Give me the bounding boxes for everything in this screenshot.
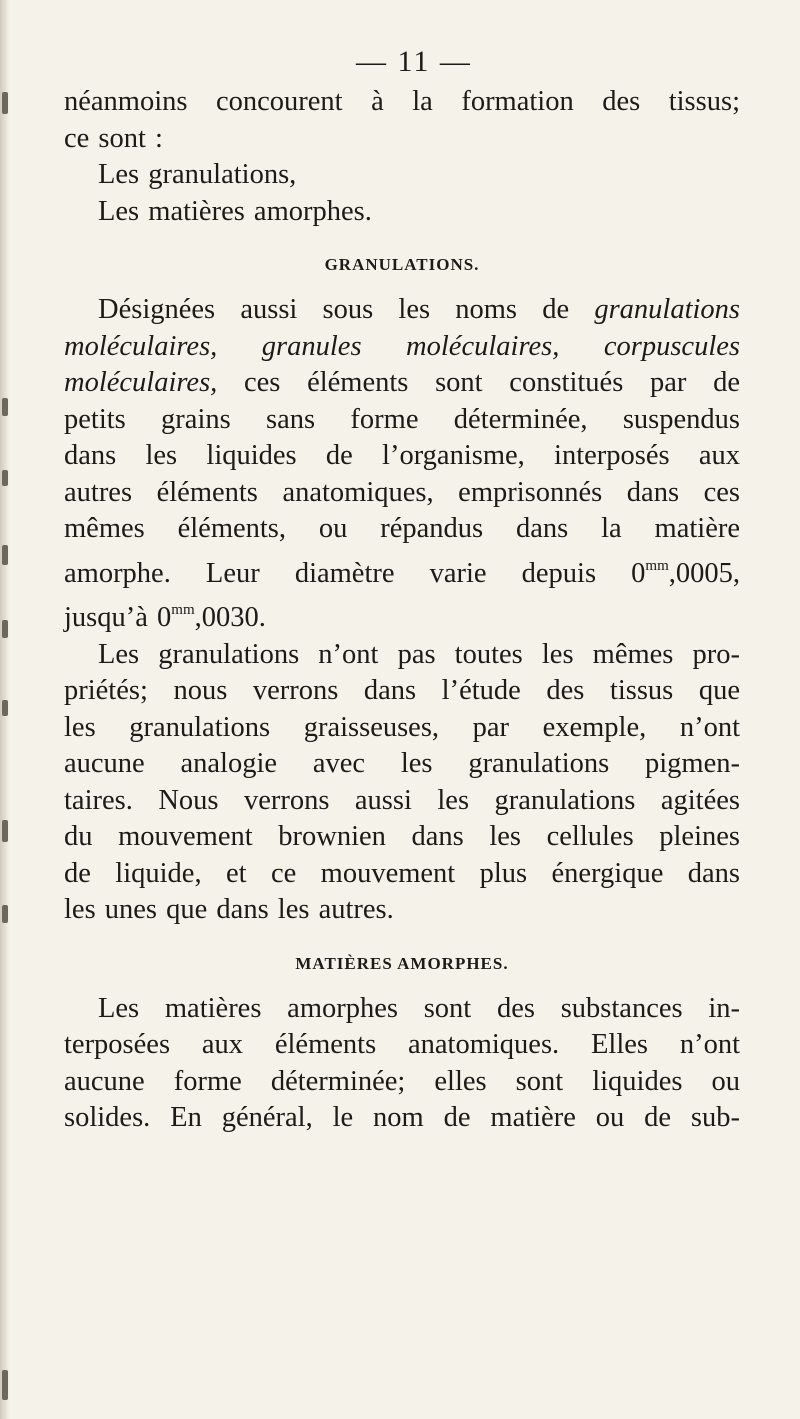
paragraph bbox=[64, 637, 740, 929]
spine-mark bbox=[2, 905, 8, 923]
spine-mark bbox=[2, 470, 8, 486]
spine-mark bbox=[2, 700, 8, 716]
unit-superscript: mm bbox=[171, 602, 195, 618]
section-heading-matieres-amorphes: MATIÈRES AMORPHES. bbox=[295, 953, 509, 973]
text-line: aucune analogie avec les granulations pigmen- bbox=[64, 748, 740, 779]
section-heading-granulations: GRANULATIONS. bbox=[324, 255, 480, 274]
text-run: jusqu’à 0 bbox=[64, 602, 172, 633]
text-line: mêmes éléments, ou répandus dans la matière bbox=[64, 513, 740, 544]
page-number: — 11 — bbox=[356, 45, 472, 78]
list-item: Les granulations, bbox=[98, 159, 297, 190]
intro-block bbox=[64, 84, 740, 230]
spine-mark bbox=[2, 545, 8, 565]
spine-mark bbox=[2, 620, 8, 638]
text-line: solides. En général, le nom de matière ou de sub- bbox=[64, 1102, 740, 1133]
spine-mark bbox=[2, 1370, 8, 1400]
text-line bbox=[64, 592, 740, 637]
spine-mark bbox=[2, 92, 8, 114]
text-line: de liquide, et ce mouvement plus énergique dans bbox=[64, 857, 740, 889]
text-line bbox=[64, 292, 740, 329]
text-line: priétés; nous verrons dans l’étude des tissus que bbox=[64, 675, 740, 706]
text-line bbox=[64, 329, 740, 366]
text-run: ,0005, bbox=[668, 557, 740, 589]
paragraph bbox=[64, 292, 740, 637]
text-run: ,0030. bbox=[194, 602, 266, 633]
text-run: ces éléments sont constitués par de bbox=[217, 367, 740, 398]
text-run: Désignées aussi sous les noms de bbox=[98, 294, 595, 325]
text-run: amorphe. Leur diamètre varie depuis 0 bbox=[64, 557, 646, 589]
unit-superscript: mm bbox=[645, 557, 669, 574]
text-line: néanmoins concourent à la formation des tissus; bbox=[64, 86, 740, 117]
italic-term: granulations bbox=[594, 294, 740, 325]
text-line: aucune forme déterminée; elles sont liquides ou bbox=[64, 1065, 740, 1097]
text-line: taires. Nous verrons aussi les granulations agitées bbox=[64, 784, 740, 816]
book-page bbox=[64, 40, 740, 1137]
text-line: du mouvement brownien dans les cellules pleines bbox=[64, 821, 740, 852]
text-line: autres éléments anatomiques, emprisonnés dans ces bbox=[64, 476, 740, 508]
text-line bbox=[64, 548, 740, 593]
text-line: les granulations graisseuses, par exemple, n’ont bbox=[64, 711, 740, 743]
list-item: Les matières amorphes. bbox=[98, 195, 372, 227]
text-line: les unes que dans les autres. bbox=[64, 894, 394, 925]
text-line: Les matières amorphes sont des substances in- bbox=[98, 992, 740, 1024]
spine-mark bbox=[2, 820, 8, 842]
text-line: Les granulations n’ont pas toutes les mêmes pro- bbox=[98, 638, 740, 670]
page-spine-edge bbox=[0, 0, 10, 1419]
text-line: petits grains sans forme déterminée, suspendus bbox=[64, 403, 740, 435]
italic-term: moléculaires, bbox=[64, 367, 218, 398]
spine-mark bbox=[2, 398, 8, 416]
text-line: terposées aux éléments anatomiques. Elles n’ont bbox=[64, 1029, 740, 1060]
text-line: ce sont : bbox=[64, 122, 163, 154]
text-line: dans les liquides de l’organisme, interposés aux bbox=[64, 440, 740, 471]
paragraph bbox=[64, 991, 740, 1137]
text-line bbox=[64, 365, 740, 402]
italic-term: moléculaires, granules moléculaires, corpuscules bbox=[64, 330, 740, 362]
